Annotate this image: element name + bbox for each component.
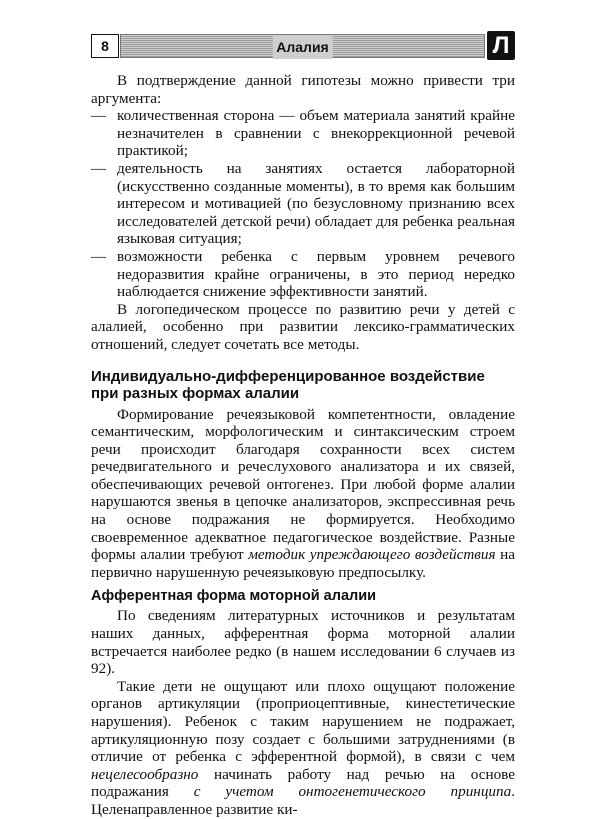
list-item <box>91 160 515 248</box>
section-paragraph <box>91 406 515 582</box>
arguments-list <box>91 107 515 301</box>
paragraph-text: на первично нарушенную речеязыковую предпосылку. <box>91 546 516 581</box>
page-content <box>91 72 515 819</box>
list-dash: — <box>91 159 107 177</box>
italic-term: с учетом онтогенетического принципа <box>193 783 512 801</box>
list-item <box>91 248 515 301</box>
intro-paragraph: В подтверждение данной гипотезы можно привести три аргумента: <box>91 72 515 107</box>
header-bar <box>120 34 485 58</box>
subsection-heading: Афферентная форма моторной алалии <box>91 588 377 605</box>
paragraph-text: Такие дети не ощущают или плохо ощущают положение органов артикуляции (проприоцептивные, кинестетические нарушения). Ребенок с таким нарушением не подражает, артикуляционную позу создает с большими затруднениями (в отличие от ребенка с эфферентной формой), в связи с чем <box>91 677 515 766</box>
list-dash: — <box>91 247 107 265</box>
subsection-paragraph <box>91 678 515 819</box>
subsection-paragraph: По сведениям литературных источников и результатам наших данных, афферентная форма моторной алалии встречается наиболее редко (в нашем исследовании 6 случаев из 92). <box>91 607 515 678</box>
paragraph-text: начинать работу над речью на основе подражания <box>91 765 515 801</box>
paragraph-text: Формирование речеязыковой компетентности, овладение семантическим, морфологическим и синтаксическим строем речи происходит благодаря сохранности всех систем речедвигательного и речеслухового анализатора и их связей, обеспечивающих речевой онтогенез. При любой форме алалии нарушаются звенья в цепочке анализаторов, экспрессивная речь на основе подражания не формируется. Необходимо своевременное адекватное педагогическое воздействие. Разные формы алалии требуют <box>91 405 515 564</box>
conclusion-paragraph: В логопедическом процессе по развитию речи у детей с алалией, особенно при развитии лексико-грамматических отношений, следует сочетать все методы. <box>91 300 515 353</box>
page-number: 8 <box>91 34 119 58</box>
list-item-text: количественная сторона — объем материала занятий крайне незначителен в сравнении с внекоррекционной речевой практикой; <box>117 107 515 160</box>
list-item-text: возможности ребенка с первым уровнем речевого недоразвития крайне ограничены, в это период нередко наблюдается снижение эффективности занятий. <box>117 247 515 301</box>
list-item-text: деятельность на занятиях остается лабораторной (искусственно созданные моменты), в то время как большим интересом и мотивацией (по безусловному признанию всех исследователей детской речи) обладает для ребенка реальная языковая ситуация; <box>117 159 515 248</box>
list-dash: — <box>91 107 107 125</box>
section-letter-tab: Л <box>487 31 515 60</box>
list-item <box>91 107 515 160</box>
running-title: Алалия <box>272 35 332 59</box>
running-header <box>91 34 515 58</box>
paragraph-text: . Целенаправленное развитие ки- <box>91 783 516 818</box>
italic-term: нецелесообразно <box>91 765 199 783</box>
italic-term: методик упреждающего воздействия <box>248 546 496 564</box>
section-heading: Индивидуально-дифференцированное воздействие при разных формах алалии <box>91 367 485 402</box>
